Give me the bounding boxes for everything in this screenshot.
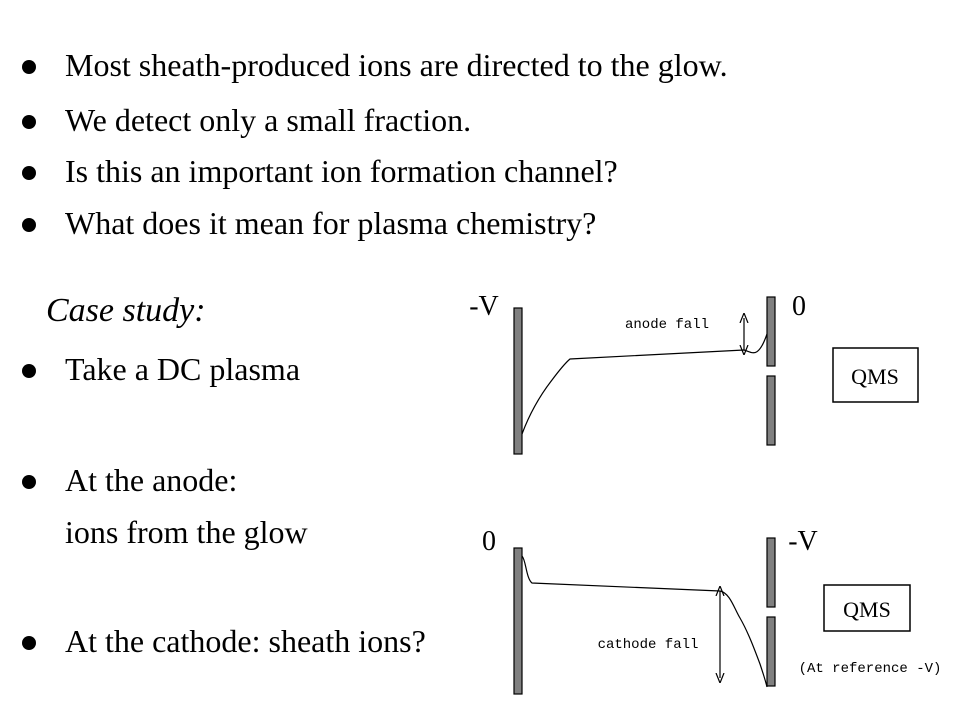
potential-curve: [522, 334, 767, 434]
bullet-text: Is this an important ion formation channel?: [65, 153, 618, 189]
cathode-diagram: [482, 526, 941, 694]
bullet-text: What does it mean for plasma chemistry?: [65, 205, 597, 241]
bullet-text: Most sheath-produced ions are directed to the glow.: [65, 47, 728, 83]
sub-text: ions from the glow: [65, 514, 308, 550]
bullet-text: Take a DC plasma: [65, 351, 301, 387]
bullet-text: We detect only a small fraction.: [65, 102, 472, 138]
qms-label: QMS: [851, 364, 899, 389]
anode-electrode-upper: [767, 297, 775, 366]
left-voltage-label: -V: [469, 291, 499, 322]
left-voltage-label: 0: [482, 526, 496, 557]
cathode-fall-label: cathode fall: [597, 637, 699, 653]
right-voltage-label: -V: [788, 526, 818, 557]
right-voltage-label: 0: [792, 291, 806, 322]
left-electrode: [514, 548, 522, 694]
bullet-text: At the anode:: [65, 462, 238, 498]
anode-electrode-lower: [767, 376, 775, 445]
cathode-electrode-lower: [767, 617, 775, 686]
qms-label: QMS: [843, 597, 891, 622]
bullet-text: At the cathode: sheath ions?: [65, 623, 426, 659]
left-electrode: [514, 308, 522, 454]
cathode-electrode-upper: [767, 538, 775, 607]
case-study-heading: Case study:: [46, 292, 206, 329]
anode-diagram: [469, 291, 918, 454]
reference-note: (At reference -V): [798, 661, 942, 677]
potential-curve: [522, 556, 767, 687]
anode-fall-label: anode fall: [624, 317, 710, 333]
